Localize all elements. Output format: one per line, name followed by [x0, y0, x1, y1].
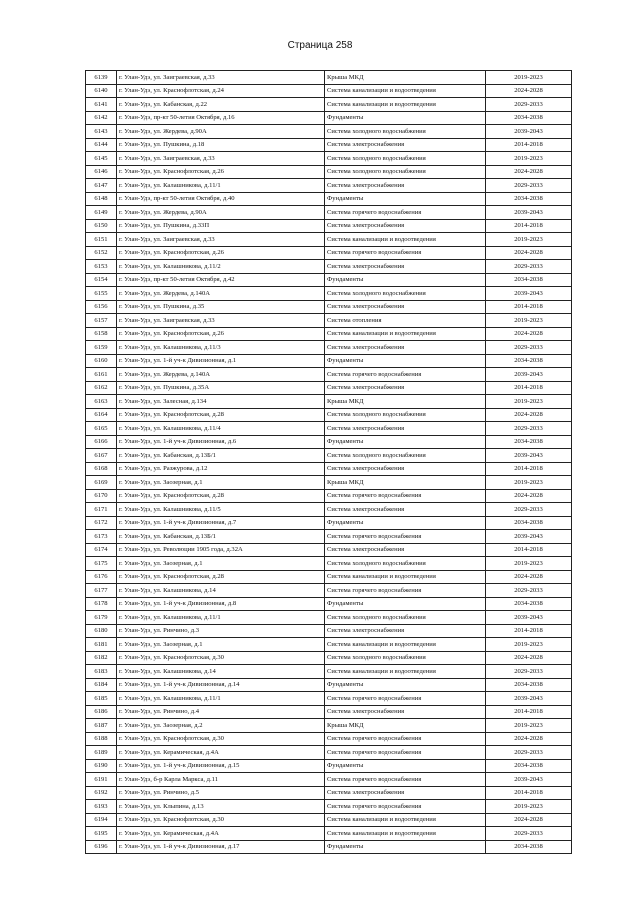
- work-type-cell: Система горячего водоснабжения: [325, 206, 486, 220]
- work-type-cell: Система электроснабжения: [325, 543, 486, 557]
- table-row: [86, 381, 572, 395]
- row-number: 6165: [86, 422, 117, 436]
- period-cell: 2024-2028: [486, 327, 572, 341]
- address-cell: г. Улан-Удэ, ул. Жердева, д.140А: [117, 368, 325, 382]
- work-type-cell: Система горячего водоснабжения: [325, 746, 486, 760]
- address-cell: г. Улан-Удэ, ул. 1-й уч-к Дивизионная, д.17: [117, 840, 325, 854]
- work-type-cell: Система канализации и водоотведения: [325, 813, 486, 827]
- address-cell: г. Улан-Удэ, ул. Кабанская, д.13Б/1: [117, 530, 325, 544]
- row-number: 6141: [86, 98, 117, 112]
- address-cell: г. Улан-Удэ, ул. Керамическая, д.4А: [117, 746, 325, 760]
- work-type-cell: Система холодного водоснабжения: [325, 449, 486, 463]
- period-cell: 2034-2038: [486, 273, 572, 287]
- period-cell: 2019-2023: [486, 152, 572, 166]
- period-cell: 2014-2018: [486, 300, 572, 314]
- period-cell: 2029-2033: [486, 422, 572, 436]
- work-type-cell: Система отопления: [325, 314, 486, 328]
- period-cell: 2029-2033: [486, 665, 572, 679]
- period-cell: 2019-2023: [486, 557, 572, 571]
- table-row: [86, 395, 572, 409]
- work-type-cell: Система горячего водоснабжения: [325, 773, 486, 787]
- table-row: [86, 233, 572, 247]
- table-row: [86, 71, 572, 85]
- period-cell: 2039-2043: [486, 206, 572, 220]
- work-type-cell: Система горячего водоснабжения: [325, 692, 486, 706]
- period-cell: 2024-2028: [486, 732, 572, 746]
- period-cell: 2014-2018: [486, 786, 572, 800]
- table-row: [86, 246, 572, 260]
- row-number: 6159: [86, 341, 117, 355]
- work-type-cell: Система электроснабжения: [325, 462, 486, 476]
- row-number: 6172: [86, 516, 117, 530]
- period-cell: 2039-2043: [486, 125, 572, 139]
- address-cell: г. Улан-Удэ, ул. Керамическая, д.4А: [117, 827, 325, 841]
- period-cell: 2024-2028: [486, 489, 572, 503]
- row-number: 6162: [86, 381, 117, 395]
- table-row: [86, 530, 572, 544]
- address-cell: г. Улан-Удэ, ул. Ринчино, д.4: [117, 705, 325, 719]
- period-cell: 2039-2043: [486, 611, 572, 625]
- table-row: [86, 584, 572, 598]
- table-row: [86, 206, 572, 220]
- period-cell: 2034-2038: [486, 435, 572, 449]
- table-row: [86, 300, 572, 314]
- work-type-cell: Фундаменты: [325, 516, 486, 530]
- row-number: 6185: [86, 692, 117, 706]
- work-type-cell: Система горячего водоснабжения: [325, 732, 486, 746]
- work-type-cell: Система горячего водоснабжения: [325, 489, 486, 503]
- address-cell: г. Улан-Удэ, ул. 1-й уч-к Дивизионная, д.1: [117, 354, 325, 368]
- row-number: 6188: [86, 732, 117, 746]
- row-number: 6151: [86, 233, 117, 247]
- period-cell: 2014-2018: [486, 624, 572, 638]
- row-number: 6154: [86, 273, 117, 287]
- address-cell: г. Улан-Удэ, ул. 1-й уч-к Дивизионная, д.14: [117, 678, 325, 692]
- work-type-cell: Система канализации и водоотведения: [325, 638, 486, 652]
- row-number: 6167: [86, 449, 117, 463]
- work-type-cell: Фундаменты: [325, 435, 486, 449]
- period-cell: 2024-2028: [486, 84, 572, 98]
- address-cell: г. Улан-Удэ, ул. Жердева, д.90А: [117, 125, 325, 139]
- period-cell: 2029-2033: [486, 341, 572, 355]
- table-row: [86, 192, 572, 206]
- page-header: Страница 258: [287, 40, 353, 51]
- address-cell: г. Улан-Удэ, ул. Кабанская, д.22: [117, 98, 325, 112]
- work-type-cell: Система электроснабжения: [325, 786, 486, 800]
- table-row: [86, 786, 572, 800]
- work-type-cell: Система канализации и водоотведения: [325, 84, 486, 98]
- work-type-cell: Система холодного водоснабжения: [325, 557, 486, 571]
- table-row: [86, 98, 572, 112]
- address-cell: г. Улан-Удэ, ул. Краснофлотская, д.30: [117, 813, 325, 827]
- work-type-cell: Крыша МКД: [325, 476, 486, 490]
- work-type-cell: Фундаменты: [325, 678, 486, 692]
- period-cell: 2029-2033: [486, 98, 572, 112]
- table-row: [86, 408, 572, 422]
- work-type-cell: Фундаменты: [325, 192, 486, 206]
- address-cell: г. Улан-Удэ, ул. Калашникова, д.11/4: [117, 422, 325, 436]
- table-row: [86, 800, 572, 814]
- work-type-cell: Фундаменты: [325, 759, 486, 773]
- period-cell: 2014-2018: [486, 462, 572, 476]
- work-type-cell: Система электроснабжения: [325, 219, 486, 233]
- work-type-cell: Система электроснабжения: [325, 341, 486, 355]
- row-number: 6147: [86, 179, 117, 193]
- work-type-cell: Система горячего водоснабжения: [325, 584, 486, 598]
- period-cell: 2024-2028: [486, 570, 572, 584]
- period-cell: 2034-2038: [486, 354, 572, 368]
- address-cell: г. Улан-Удэ, ул. Заозерная, д.1: [117, 476, 325, 490]
- work-type-cell: Крыша МКД: [325, 395, 486, 409]
- work-type-cell: Система холодного водоснабжения: [325, 611, 486, 625]
- period-cell: 2029-2033: [486, 746, 572, 760]
- work-type-cell: Система холодного водоснабжения: [325, 165, 486, 179]
- address-cell: г. Улан-Удэ, ул. Ринчино, д.3: [117, 624, 325, 638]
- row-number: 6155: [86, 287, 117, 301]
- row-number: 6146: [86, 165, 117, 179]
- period-cell: 2039-2043: [486, 368, 572, 382]
- row-number: 6140: [86, 84, 117, 98]
- address-cell: г. Улан-Удэ, ул. Краснофлотская, д.28: [117, 570, 325, 584]
- work-type-cell: Фундаменты: [325, 354, 486, 368]
- period-cell: 2019-2023: [486, 233, 572, 247]
- work-type-cell: Система горячего водоснабжения: [325, 246, 486, 260]
- address-cell: г. Улан-Удэ, ул. 1-й уч-к Дивизионная, д.7: [117, 516, 325, 530]
- row-number: 6169: [86, 476, 117, 490]
- address-cell: г. Улан-Удэ, ул. Калашникова, д.11/5: [117, 503, 325, 517]
- row-number: 6179: [86, 611, 117, 625]
- table-row: [86, 813, 572, 827]
- table-row: [86, 435, 572, 449]
- work-type-cell: Система канализации и водоотведения: [325, 98, 486, 112]
- work-type-cell: Система электроснабжения: [325, 300, 486, 314]
- work-type-cell: Система горячего водоснабжения: [325, 800, 486, 814]
- work-type-cell: Система электроснабжения: [325, 624, 486, 638]
- period-cell: 2039-2043: [486, 530, 572, 544]
- address-cell: г. Улан-Удэ, ул. Жердева, д.140А: [117, 287, 325, 301]
- row-number: 6153: [86, 260, 117, 274]
- work-type-cell: Система электроснабжения: [325, 260, 486, 274]
- row-number: 6170: [86, 489, 117, 503]
- address-cell: г. Улан-Удэ, ул. Заозерная, д.2: [117, 719, 325, 733]
- row-number: 6180: [86, 624, 117, 638]
- address-cell: г. Улан-Удэ, пр-кт 50-летия Октября, д.16: [117, 111, 325, 125]
- period-cell: 2024-2028: [486, 246, 572, 260]
- table-row: [86, 179, 572, 193]
- period-cell: 2014-2018: [486, 705, 572, 719]
- address-cell: г. Улан-Удэ, ул. Заозерная, д.1: [117, 557, 325, 571]
- period-cell: 2014-2018: [486, 381, 572, 395]
- work-type-cell: Система холодного водоснабжения: [325, 651, 486, 665]
- row-number: 6192: [86, 786, 117, 800]
- work-type-cell: Система канализации и водоотведения: [325, 570, 486, 584]
- period-cell: 2014-2018: [486, 543, 572, 557]
- address-cell: г. Улан-Удэ, ул. Жердева, д.90А: [117, 206, 325, 220]
- table-row: [86, 611, 572, 625]
- address-cell: г. Улан-Удэ, пр-кт 50-летия Октября, д.42: [117, 273, 325, 287]
- period-cell: 2029-2033: [486, 584, 572, 598]
- work-type-cell: Фундаменты: [325, 111, 486, 125]
- period-cell: 2029-2033: [486, 503, 572, 517]
- address-cell: г. Улан-Удэ, ул. Пушкина, д.18: [117, 138, 325, 152]
- row-number: 6164: [86, 408, 117, 422]
- table-row: [86, 516, 572, 530]
- address-cell: г. Улан-Удэ, ул. Пушкина, д.35: [117, 300, 325, 314]
- period-cell: 2024-2028: [486, 651, 572, 665]
- address-cell: г. Улан-Удэ, ул. Краснофлотская, д.24: [117, 84, 325, 98]
- table-row: [86, 543, 572, 557]
- work-type-cell: Фундаменты: [325, 597, 486, 611]
- table-row: [86, 719, 572, 733]
- table-row: [86, 503, 572, 517]
- period-cell: 2029-2033: [486, 260, 572, 274]
- address-cell: г. Улан-Удэ, ул. Калашникова, д.14: [117, 665, 325, 679]
- row-number: 6193: [86, 800, 117, 814]
- period-cell: 2034-2038: [486, 111, 572, 125]
- address-cell: г. Улан-Удэ, ул. Заиграевская, д.33: [117, 152, 325, 166]
- row-number: 6175: [86, 557, 117, 571]
- address-cell: г. Улан-Удэ, ул. Калашникова, д.11/1: [117, 179, 325, 193]
- address-cell: г. Улан-Удэ, ул. Калашникова, д.11/2: [117, 260, 325, 274]
- work-type-cell: Система холодного водоснабжения: [325, 152, 486, 166]
- table-row: [86, 219, 572, 233]
- address-cell: г. Улан-Удэ, ул. Кабанская, д.13Б/1: [117, 449, 325, 463]
- table-row: [86, 260, 572, 274]
- period-cell: 2024-2028: [486, 408, 572, 422]
- period-cell: 2019-2023: [486, 476, 572, 490]
- work-type-cell: Система канализации и водоотведения: [325, 827, 486, 841]
- row-number: 6163: [86, 395, 117, 409]
- table-row: [86, 489, 572, 503]
- period-cell: 2019-2023: [486, 800, 572, 814]
- table-row: [86, 354, 572, 368]
- period-cell: 2019-2023: [486, 314, 572, 328]
- row-number: 6160: [86, 354, 117, 368]
- row-number: 6183: [86, 665, 117, 679]
- work-type-cell: Фундаменты: [325, 273, 486, 287]
- table-row: [86, 678, 572, 692]
- table-row: [86, 557, 572, 571]
- row-number: 6195: [86, 827, 117, 841]
- address-cell: г. Улан-Удэ, ул. Калашникова, д.11/1: [117, 692, 325, 706]
- period-cell: 2014-2018: [486, 219, 572, 233]
- address-cell: г. Улан-Удэ, ул. Калашникова, д.11/1: [117, 611, 325, 625]
- row-number: 6149: [86, 206, 117, 220]
- table-body: [86, 71, 572, 854]
- table-row: [86, 422, 572, 436]
- table-row: [86, 597, 572, 611]
- work-type-cell: Система горячего водоснабжения: [325, 368, 486, 382]
- address-cell: г. Улан-Удэ, ул. Краснофлотская, д.26: [117, 246, 325, 260]
- address-cell: г. Улан-Удэ, ул. Краснофлотская, д.28: [117, 408, 325, 422]
- period-cell: 2024-2028: [486, 813, 572, 827]
- row-number: 6166: [86, 435, 117, 449]
- table-row: [86, 746, 572, 760]
- address-cell: г. Улан-Удэ, ул. 1-й уч-к Дивизионная, д.6: [117, 435, 325, 449]
- row-number: 6174: [86, 543, 117, 557]
- work-type-cell: Система электроснабжения: [325, 179, 486, 193]
- table-row: [86, 759, 572, 773]
- work-type-cell: Крыша МКД: [325, 719, 486, 733]
- row-number: 6150: [86, 219, 117, 233]
- table-row: [86, 84, 572, 98]
- work-type-cell: Крыша МКД: [325, 71, 486, 85]
- work-type-cell: Фундаменты: [325, 840, 486, 854]
- row-number: 6184: [86, 678, 117, 692]
- address-cell: г. Улан-Удэ, ул. Заиграевская, д.33: [117, 71, 325, 85]
- row-number: 6190: [86, 759, 117, 773]
- table-row: [86, 827, 572, 841]
- row-number: 6161: [86, 368, 117, 382]
- address-cell: г. Улан-Удэ, ул. Краснофлотская, д.26: [117, 165, 325, 179]
- period-cell: 2034-2038: [486, 597, 572, 611]
- period-cell: 2034-2038: [486, 759, 572, 773]
- period-cell: 2034-2038: [486, 678, 572, 692]
- table-row: [86, 273, 572, 287]
- table-row: [86, 341, 572, 355]
- address-cell: г. Улан-Удэ, ул. Краснофлотская, д.28: [117, 489, 325, 503]
- period-cell: 2034-2038: [486, 840, 572, 854]
- row-number: 6152: [86, 246, 117, 260]
- period-cell: 2039-2043: [486, 449, 572, 463]
- work-type-cell: Система электроснабжения: [325, 503, 486, 517]
- address-cell: г. Улан-Удэ, ул. 1-й уч-к Дивизионная, д.15: [117, 759, 325, 773]
- work-type-cell: Система канализации и водоотведения: [325, 665, 486, 679]
- address-cell: г. Улан-Удэ, ул. Клыпина, д.13: [117, 800, 325, 814]
- address-cell: г. Улан-Удэ, ул. Калашникова, д.11/3: [117, 341, 325, 355]
- address-cell: г. Улан-Удэ, ул. Краснофлотская, д.26: [117, 327, 325, 341]
- table-row: [86, 152, 572, 166]
- address-cell: г. Улан-Удэ, ул. Ринчино, д.5: [117, 786, 325, 800]
- work-type-cell: Система горячего водоснабжения: [325, 530, 486, 544]
- address-cell: г. Улан-Удэ, ул. Разжурова, д.12: [117, 462, 325, 476]
- address-cell: г. Улан-Удэ, ул. Залесная, д.134: [117, 395, 325, 409]
- row-number: 6142: [86, 111, 117, 125]
- period-cell: 2034-2038: [486, 192, 572, 206]
- row-number: 6187: [86, 719, 117, 733]
- address-cell: г. Улан-Удэ, ул. Пушкина, д.33П: [117, 219, 325, 233]
- row-number: 6158: [86, 327, 117, 341]
- table-row: [86, 773, 572, 787]
- table-row: [86, 732, 572, 746]
- table-row: [86, 462, 572, 476]
- address-cell: г. Улан-Удэ, ул. Краснофлотская, д.30: [117, 732, 325, 746]
- row-number: 6148: [86, 192, 117, 206]
- table-row: [86, 287, 572, 301]
- work-type-cell: Система электроснабжения: [325, 381, 486, 395]
- work-type-cell: Система электроснабжения: [325, 422, 486, 436]
- address-cell: г. Улан-Удэ, ул. Революции 1905 года, д.32А: [117, 543, 325, 557]
- table-row: [86, 449, 572, 463]
- row-number: 6177: [86, 584, 117, 598]
- work-type-cell: Система канализации и водоотведения: [325, 327, 486, 341]
- table-row: [86, 665, 572, 679]
- row-number: 6145: [86, 152, 117, 166]
- table-row: [86, 651, 572, 665]
- work-type-cell: Система холодного водоснабжения: [325, 287, 486, 301]
- work-type-cell: Система холодного водоснабжения: [325, 408, 486, 422]
- row-number: 6173: [86, 530, 117, 544]
- work-type-cell: Система электроснабжения: [325, 138, 486, 152]
- period-cell: 2019-2023: [486, 71, 572, 85]
- row-number: 6143: [86, 125, 117, 139]
- table-row: [86, 840, 572, 854]
- row-number: 6181: [86, 638, 117, 652]
- address-cell: г. Улан-Удэ, пр-кт 50-летия Октября, д.40: [117, 192, 325, 206]
- address-cell: г. Улан-Удэ, ул. Краснофлотская, д.30: [117, 651, 325, 665]
- address-cell: г. Улан-Удэ, ул. Заиграевская, д.33: [117, 233, 325, 247]
- period-cell: 2039-2043: [486, 773, 572, 787]
- row-number: 6157: [86, 314, 117, 328]
- address-cell: г. Улан-Удэ, ул. Пушкина, д.35А: [117, 381, 325, 395]
- row-number: 6186: [86, 705, 117, 719]
- period-cell: 2029-2033: [486, 827, 572, 841]
- period-cell: 2029-2033: [486, 179, 572, 193]
- row-number: 6168: [86, 462, 117, 476]
- work-type-cell: Система электроснабжения: [325, 705, 486, 719]
- table-row: [86, 368, 572, 382]
- period-cell: 2034-2038: [486, 516, 572, 530]
- row-number: 6139: [86, 71, 117, 85]
- work-type-cell: Система холодного водоснабжения: [325, 125, 486, 139]
- period-cell: 2039-2043: [486, 692, 572, 706]
- row-number: 6189: [86, 746, 117, 760]
- address-cell: г. Улан-Удэ, ул. Заиграевская, д.33: [117, 314, 325, 328]
- table-row: [86, 638, 572, 652]
- table-row: [86, 624, 572, 638]
- row-number: 6196: [86, 840, 117, 854]
- table-row: [86, 476, 572, 490]
- period-cell: 2019-2023: [486, 638, 572, 652]
- table-row: [86, 111, 572, 125]
- period-cell: 2024-2028: [486, 165, 572, 179]
- row-number: 6176: [86, 570, 117, 584]
- period-cell: 2014-2018: [486, 138, 572, 152]
- table-row: [86, 125, 572, 139]
- row-number: 6182: [86, 651, 117, 665]
- table-row: [86, 314, 572, 328]
- table-row: [86, 570, 572, 584]
- row-number: 6178: [86, 597, 117, 611]
- work-type-cell: Система канализации и водоотведения: [325, 233, 486, 247]
- address-cell: г. Улан-Удэ, ул. Заозерная, д.1: [117, 638, 325, 652]
- table-row: [86, 165, 572, 179]
- table-row: [86, 705, 572, 719]
- address-cell: г. Улан-Удэ, б-р Карла Маркса, д.11: [117, 773, 325, 787]
- period-cell: 2039-2043: [486, 287, 572, 301]
- table-row: [86, 692, 572, 706]
- row-number: 6171: [86, 503, 117, 517]
- row-number: 6156: [86, 300, 117, 314]
- address-cell: г. Улан-Удэ, ул. Калашникова, д.14: [117, 584, 325, 598]
- repair-schedule-table: [85, 70, 572, 854]
- row-number: 6191: [86, 773, 117, 787]
- address-cell: г. Улан-Удэ, ул. 1-й уч-к Дивизионная, д.8: [117, 597, 325, 611]
- row-number: 6194: [86, 813, 117, 827]
- row-number: 6144: [86, 138, 117, 152]
- period-cell: 2019-2023: [486, 719, 572, 733]
- period-cell: 2019-2023: [486, 395, 572, 409]
- table-row: [86, 138, 572, 152]
- table-row: [86, 327, 572, 341]
